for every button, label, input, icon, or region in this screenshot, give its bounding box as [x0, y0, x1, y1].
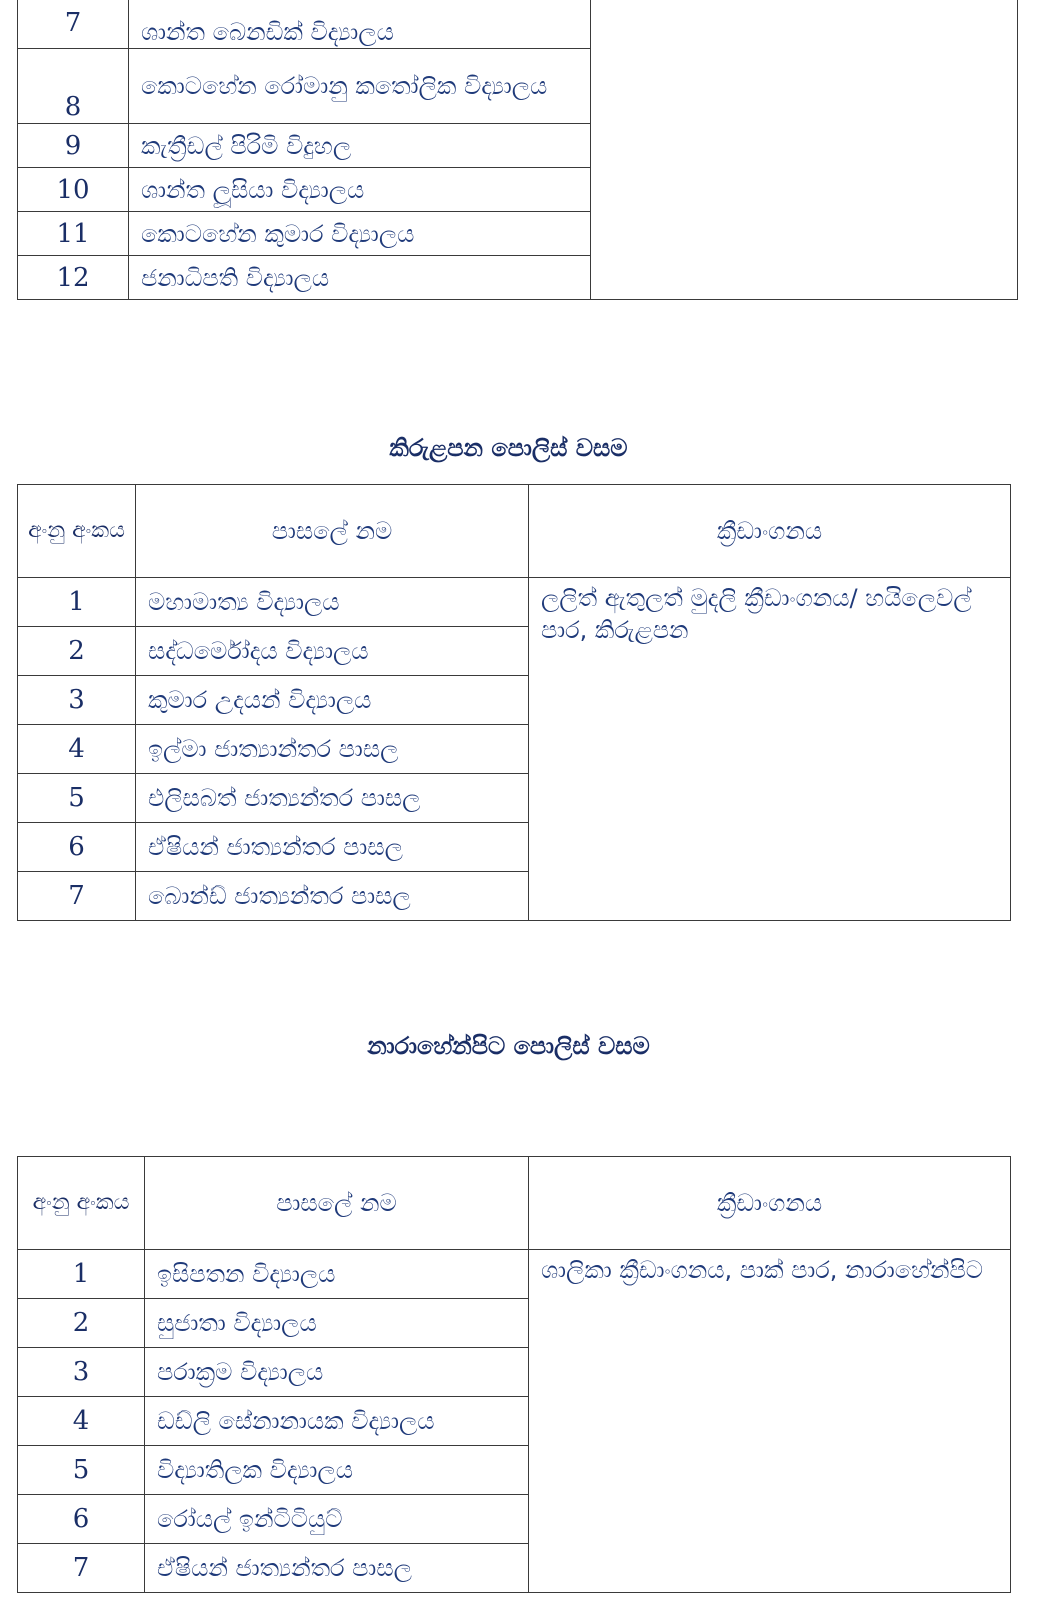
table-row: [18, 578, 1011, 627]
header-ground: ක්‍රීඩාංගනය: [529, 485, 1011, 578]
row-number: 4: [18, 725, 136, 774]
school-name: ශාන්ත ලූසියා විද්‍යාලය: [129, 168, 591, 212]
school-name: එලිසබත් ජාත්‍යන්තර පාසල: [136, 774, 529, 823]
row-number: 9: [18, 124, 129, 168]
school-name: කොටහේන රෝමානු කතෝලික විද්‍යාලය: [129, 49, 591, 124]
table-row: [18, 0, 1018, 49]
row-number: 3: [18, 1348, 145, 1397]
school-name: ඒෂියන් ජාත්‍යන්තර පාසල: [136, 823, 529, 872]
school-name: පරාක්‍රම විද්‍යාලය: [145, 1348, 529, 1397]
row-number: 5: [18, 774, 136, 823]
header-number: අංනු අංකය: [18, 1157, 145, 1250]
table-header-row: [18, 1157, 1011, 1250]
school-name: ඩඩ්ලි සේනානායක විද්‍යාලය: [145, 1397, 529, 1446]
school-name: ඒෂියන් ජාත්‍යන්තර පාසල: [145, 1544, 529, 1593]
school-name: ඉසිපතන විද්‍යාලය: [145, 1250, 529, 1299]
ground-name: ලලිත් ඇතුලත් මුදලි ක්‍රීඩාංගනය/ හයිලෙවල් පාර, කිරුළපන: [529, 578, 1011, 921]
school-name: කුමාර උදයන් විද්‍යාලය: [136, 676, 529, 725]
header-school: පාසලේ නම: [136, 485, 529, 578]
narahenpita-section-title: නාරාහේන්පිට පොලිස් වසම: [367, 1032, 650, 1060]
school-name: විද්‍යාතිලක විද්‍යාලය: [145, 1446, 529, 1495]
table-row: [18, 1250, 1011, 1299]
school-name: ඉල්මා ජාත්‍යාන්තර පාසල: [136, 725, 529, 774]
row-number: 8: [18, 49, 129, 124]
header-ground: ක්‍රීඩාංගනය: [529, 1157, 1011, 1250]
school-name: කැත්‍රීඩල් පිරිමි විදුහල: [129, 124, 591, 168]
row-number: 1: [18, 1250, 145, 1299]
school-name: මහාමාත්‍ය විද්‍යාලය: [136, 578, 529, 627]
row-number: 7: [18, 0, 129, 49]
narahenpita-school-table: [17, 1156, 1011, 1593]
row-number: 6: [18, 1495, 145, 1544]
school-name: සද්ධර්මෝදය විද්‍යාලය: [136, 627, 529, 676]
header-number: අංනු අංකය: [18, 485, 136, 578]
ground-name: ශාලිකා ක්‍රීඩාංගනය, පාක් පාර, නාරාහේන්පිට: [529, 1250, 1011, 1593]
row-number: 3: [18, 676, 136, 725]
venue-cell: [591, 0, 1018, 300]
row-number: 10: [18, 168, 129, 212]
school-name: ශාන්ත බෙනඩික් විද්‍යාලය: [129, 0, 591, 49]
row-number: 7: [18, 872, 136, 921]
row-number: 6: [18, 823, 136, 872]
kirulapana-section-title: කිරුළපන පොලිස් වසම: [389, 434, 628, 462]
row-number: 2: [18, 627, 136, 676]
row-number: 2: [18, 1299, 145, 1348]
school-name: රෝයල් ඉන්ටිටියුට්: [145, 1495, 529, 1544]
row-number: 12: [18, 256, 129, 300]
school-name: බොන්ඩ් ජාත්‍යන්තර පාසල: [136, 872, 529, 921]
school-name: ජනාධිපති විද්‍යාලය: [129, 256, 591, 300]
continued-school-table: [17, 0, 1018, 300]
row-number: 4: [18, 1397, 145, 1446]
row-number: 7: [18, 1544, 145, 1593]
header-school: පාසලේ නම: [145, 1157, 529, 1250]
table-header-row: [18, 485, 1011, 578]
row-number: 1: [18, 578, 136, 627]
kirulapana-school-table: [17, 484, 1011, 921]
row-number: 11: [18, 212, 129, 256]
row-number: 5: [18, 1446, 145, 1495]
school-name: කොටහේන කුමාර විද්‍යාලය: [129, 212, 591, 256]
school-name: සුජාතා විද්‍යාලය: [145, 1299, 529, 1348]
